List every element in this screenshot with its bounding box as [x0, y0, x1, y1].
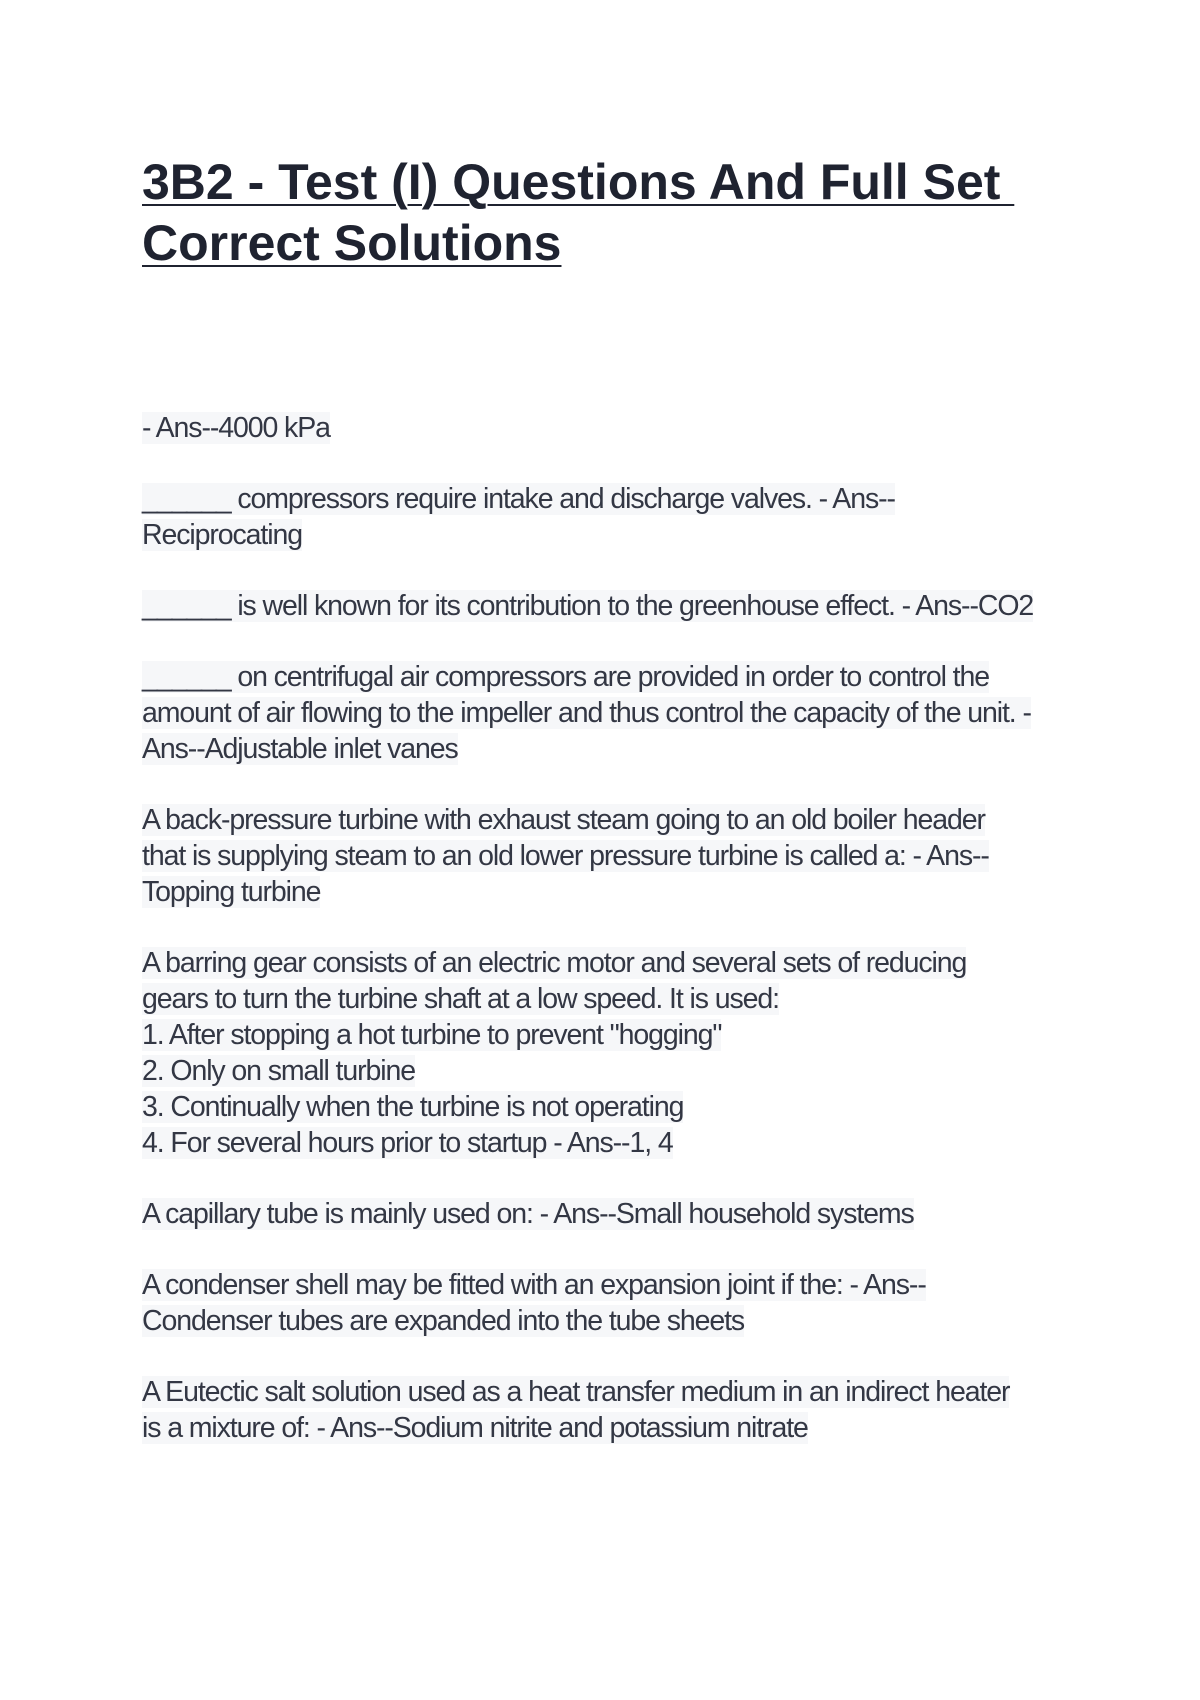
qa-line: amount of air flowing to the impeller and thus control the capacity of the unit. - [142, 697, 1031, 729]
qa-line: Ans--Adjustable inlet vanes [142, 733, 458, 765]
qa-item [142, 1267, 1082, 1339]
qa-line: ______ on centrifugal air compressors are provided in order to control the [142, 661, 989, 693]
qa-item [142, 410, 1082, 446]
qa-line: 1. After stopping a hot turbine to prevent "hogging" [142, 1019, 722, 1051]
qa-item [142, 1196, 1082, 1232]
qa-item [142, 945, 1082, 1161]
qa-item [142, 588, 1082, 624]
qa-line: Condenser tubes are expanded into the tube sheets [142, 1305, 745, 1337]
document-title [142, 152, 1042, 274]
qa-line: is a mixture of: - Ans--Sodium nitrite and potassium nitrate [142, 1412, 808, 1444]
qa-line: ______ compressors require intake and discharge valves. - Ans-- [142, 483, 895, 515]
qa-line: Topping turbine [142, 876, 321, 908]
title-line: 3B2 - Test (I) Questions And Full Set [142, 154, 1015, 210]
qa-line: A back-pressure turbine with exhaust steam going to an old boiler header [142, 804, 985, 836]
qa-line: gears to turn the turbine shaft at a low speed. It is used: [142, 983, 779, 1015]
qa-line: 4. For several hours prior to startup - Ans--1, 4 [142, 1127, 673, 1159]
qa-item [142, 659, 1082, 767]
qa-line: that is supplying steam to an old lower pressure turbine is called a: - Ans-- [142, 840, 989, 872]
title-line: Correct Solutions [142, 215, 562, 271]
qa-item [142, 1374, 1082, 1446]
qa-line: 3. Continually when the turbine is not operating [142, 1091, 684, 1123]
qa-line: A capillary tube is mainly used on: - Ans--Small household systems [142, 1198, 914, 1230]
qa-line: Reciprocating [142, 519, 302, 551]
qa-line: - Ans--4000 kPa [142, 412, 330, 444]
qa-line: ______ is well known for its contribution to the greenhouse effect. - Ans--CO2 [142, 590, 1034, 622]
qa-item [142, 481, 1082, 553]
qa-list [142, 410, 1082, 1481]
qa-line: 2. Only on small turbine [142, 1055, 415, 1087]
qa-line: A Eutectic salt solution used as a heat transfer medium in an indirect heater [142, 1376, 1010, 1408]
qa-item [142, 802, 1082, 910]
qa-line: A condenser shell may be fitted with an expansion joint if the: - Ans-- [142, 1269, 926, 1301]
qa-line: A barring gear consists of an electric motor and several sets of reducing [142, 947, 967, 979]
